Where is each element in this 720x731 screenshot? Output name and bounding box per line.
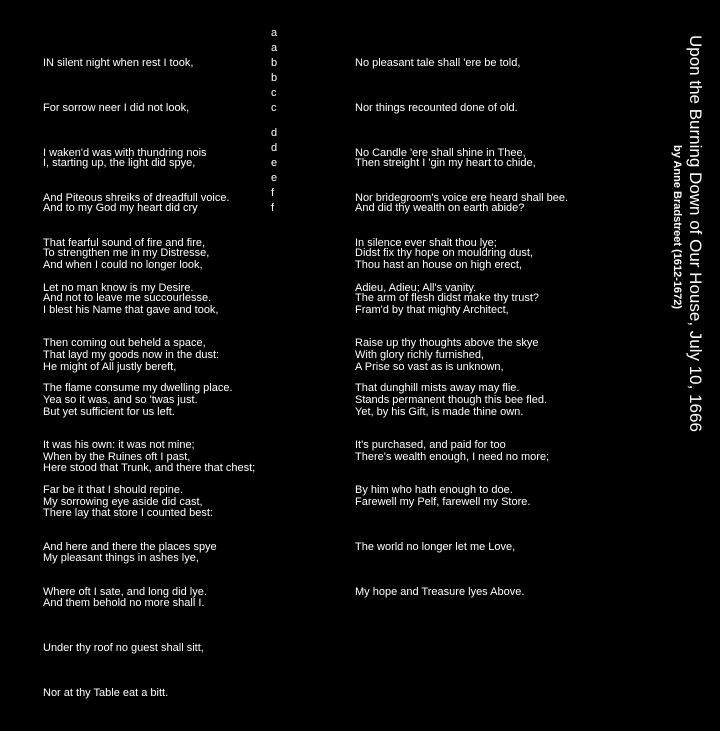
poem-line: The world no longer let me Love,	[355, 541, 516, 553]
rhyme-letter: f	[271, 202, 275, 214]
rhyme-letter: c	[271, 102, 277, 114]
poem-byline: by Anne Bradstreet (1612-1672)	[671, 145, 683, 310]
poem-line: Nor things recounted done of old.	[355, 102, 518, 114]
poem-line: When by the Ruines oft I past,	[43, 451, 191, 463]
poem-line: Yea so it was, and so 'twas just.	[43, 394, 198, 406]
poem-line: He might of All justly bereft,	[43, 361, 177, 373]
poem-line: Farewell my Pelf, farewell my Store.	[355, 496, 531, 508]
right-stanza-4	[355, 330, 549, 630]
poem-line: The arm of flesh didst make thy trust?	[355, 292, 540, 304]
rhyme-letter: b	[271, 57, 278, 69]
poem-line: Adieu, Adieu; All's vanity.	[355, 282, 477, 294]
poem-title: Upon the Burning Down of Our House, July 10, 1666	[686, 35, 705, 432]
poem-line: That dunghill mists away may flie.	[355, 382, 520, 394]
poem-line: But yet sufficient for us left.	[43, 406, 175, 418]
poem-line: That layd my goods now in the dust:	[43, 349, 220, 361]
poem-line: No pleasant tale shall 'ere be told,	[355, 57, 521, 69]
rhyme-letter: d	[271, 142, 278, 154]
poem-line: Then streight I 'gin my heart to chide,	[355, 157, 536, 169]
poem-line: My sorrowing eye aside did cast,	[43, 496, 203, 508]
rhyme-letter: f	[271, 187, 275, 199]
poem-line: My pleasant things in ashes lye,	[43, 552, 199, 564]
poem-line: And to my God my heart did cry	[43, 202, 198, 214]
rhyme-letter: c	[271, 87, 277, 99]
poem-line: There's wealth enough, I need no more;	[355, 451, 550, 463]
rhyme-letter: e	[271, 172, 278, 184]
poem-line: In silence ever shalt thou lye;	[355, 237, 497, 249]
poem-line: And them behold no more shall I.	[43, 597, 205, 609]
rhyme-letter: a	[271, 42, 278, 54]
poem-line: A Prise so vast as is unknown,	[355, 361, 504, 373]
left-stanza-5	[43, 431, 255, 731]
poem-line: Nor at thy Table eat a bitt.	[43, 687, 169, 699]
poem-line: Didst fix thy hope on mouldring dust,	[355, 247, 533, 259]
poem-line: And not to leave me succourlesse.	[43, 292, 212, 304]
poem-line: Here stood that Trunk, and there that chest;	[43, 462, 256, 474]
rhyme-letter: e	[271, 157, 278, 169]
poem-line: My hope and Treasure lyes Above.	[355, 586, 525, 598]
poem-line: For sorrow neer I did not look,	[43, 102, 190, 114]
poem-line: Raise up thy thoughts above the skye	[355, 337, 539, 349]
poem-line: Nor bridegroom's voice ere heard shall bee.	[355, 192, 569, 204]
rhyme-scheme-1	[271, 26, 283, 116]
poem-line: It was his own: it was not mine;	[43, 439, 195, 451]
poem-line: Under thy roof no guest shall sitt,	[43, 642, 204, 654]
poem-line: To strengthen me in my Distresse,	[43, 247, 210, 259]
poem-line: Stands permanent though this bee fled.	[355, 394, 548, 406]
rhyme-scheme-2	[271, 126, 283, 216]
poem-line: The flame consume my dwelling place.	[43, 382, 233, 394]
poem-line: I blest his Name that gave and took,	[43, 304, 219, 316]
rhyme-letter: d	[271, 127, 278, 139]
poem-line: Fram'd by that mighty Architect,	[355, 304, 509, 316]
poem-line: Yet, by his Gift, is made thine own.	[355, 406, 524, 418]
poem-line: IN silent night when rest I took,	[43, 57, 194, 69]
rhyme-letter: b	[271, 72, 278, 84]
poem-line: No Candle 'ere shall shine in Thee,	[355, 147, 526, 159]
poem-line: Let no man know is my Desire.	[43, 282, 194, 294]
poem-line: By him who hath enough to doe.	[355, 484, 513, 496]
poem-line: I waken'd was with thundring nois	[43, 147, 207, 159]
poem-line: I, starting up, the light did spye,	[43, 157, 196, 169]
poem-line: Far be it that I should repine.	[43, 484, 184, 496]
poem-line: With glory richly furnished,	[355, 349, 484, 361]
poem-line: That fearful sound of fire and fire,	[43, 237, 206, 249]
poem-line: And here and there the places spye	[43, 541, 217, 553]
poem-line: Thou hast an house on high erect,	[355, 259, 522, 271]
poem-line: And when I could no longer look,	[43, 259, 203, 271]
poem-line: There lay that store I counted best:	[43, 507, 213, 519]
poem-line: Where oft I sate, and long did lye.	[43, 586, 207, 598]
poem-line: Then coming out beheld a space,	[43, 337, 206, 349]
poem-line: And Piteous shreiks of dreadfull voice.	[43, 192, 230, 204]
poem-line: And did thy wealth on earth abide?	[355, 202, 525, 214]
poem-line: It's purchased, and paid for too	[355, 439, 506, 451]
rhyme-letter: a	[271, 27, 278, 39]
